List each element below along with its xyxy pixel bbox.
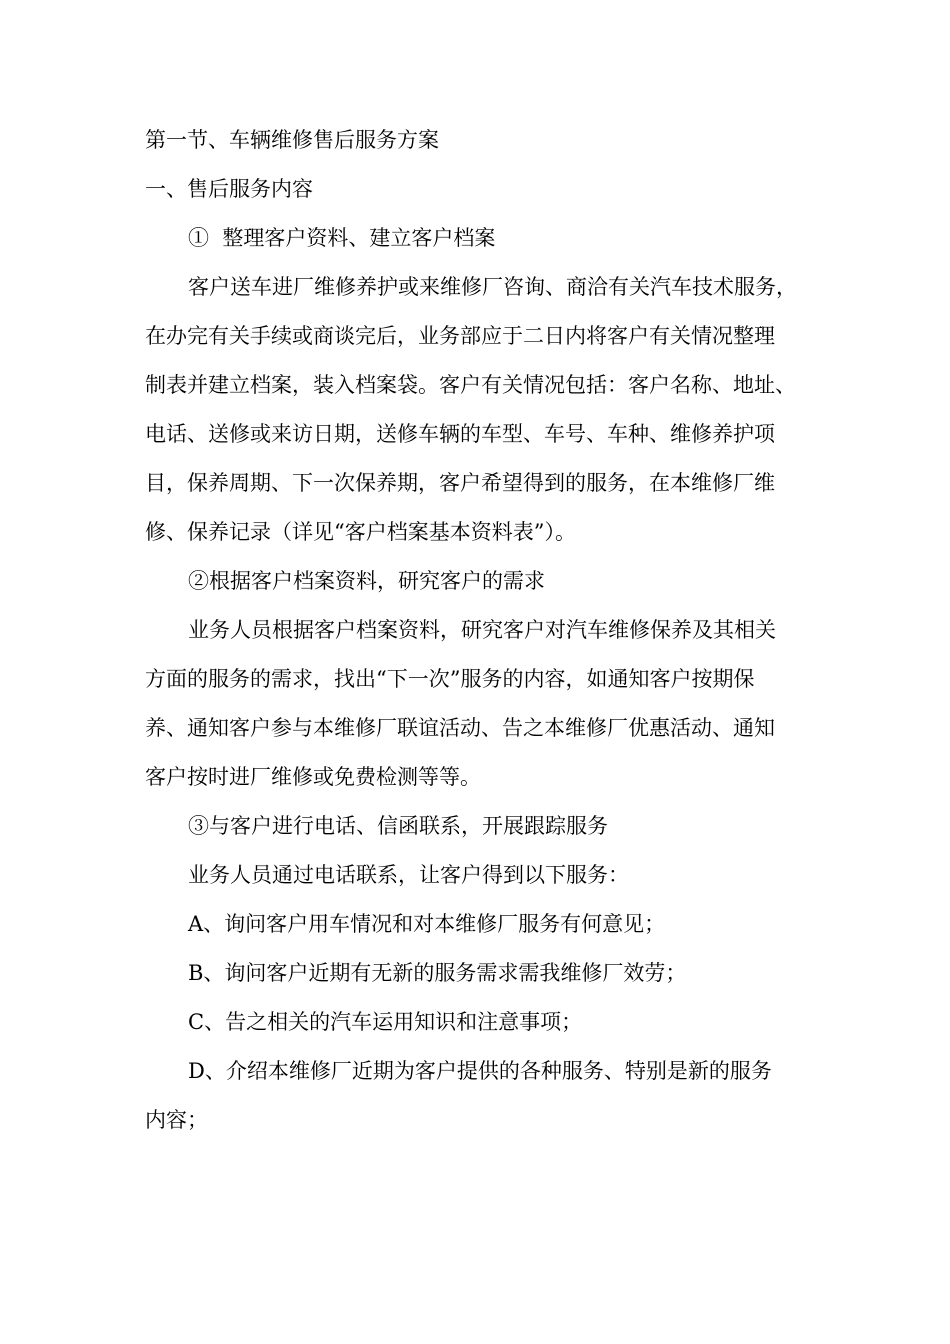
item-1-title: ① 整理客户资料、建立客户档案 [188, 226, 496, 250]
paragraph-line: 在办完有关手续或商谈完后，业务部应于二日内将客户有关情况整理 [145, 324, 775, 348]
list-item-c: C、告之相关的汽车运用知识和注意事项； [188, 1010, 583, 1034]
paragraph-line: 方面的服务的需求，找出“下一次”服务的内容，如通知客户按期保 [145, 667, 755, 691]
item-1-paragraph [145, 263, 815, 557]
paragraph-line: 养、通知客户参与本维修厂联谊活动、告之本维修厂优惠活动、通知 [145, 716, 775, 740]
list-item-b: B、询问客户近期有无新的服务需求需我维修厂效劳； [188, 961, 687, 985]
paragraph-line: 制表并建立档案，装入档案袋。客户有关情况包括：客户名称、地址、 [145, 373, 796, 397]
list-item-a: A、询问客户用车情况和对本维修厂服务有何意见； [188, 912, 666, 936]
heading-after-sales-content: 一、售后服务内容 [145, 177, 313, 201]
paragraph-line: 业务人员根据客户档案资料，研究客户对汽车维修保养及其相关 [188, 618, 776, 642]
item-3-intro: 业务人员通过电话联系，让客户得到以下服务： [188, 863, 629, 887]
list-item-d [145, 1047, 815, 1145]
paragraph-line: 目，保养周期、下一次保养期，客户希望得到的服务，在本维修厂维 [145, 471, 775, 495]
document-body [145, 116, 815, 1145]
paragraph-line: 客户按时进厂维修或免费检测等等。 [145, 765, 481, 789]
item-3-title: ③与客户进行电话、信函联系，开展跟踪服务 [188, 814, 608, 838]
section-title: 第一节、车辆维修售后服务方案 [145, 128, 439, 152]
paragraph-line: 电话、送修或来访日期，送修车辆的车型、车号、车种、维修养护项 [145, 422, 775, 446]
paragraph-line: 客户送车进厂维修养护或来维修厂咨询、商洽有关汽车技术服务， [188, 275, 797, 299]
paragraph-line: D、介绍本维修厂近期为客户提供的各种服务、特别是新的服务 [188, 1059, 772, 1083]
paragraph-line: 修、保养记录（详见“客户档案基本资料表”）。 [145, 520, 576, 544]
paragraph-line: 内容； [145, 1108, 208, 1132]
item-2-paragraph [145, 606, 815, 802]
item-2-title: ②根据客户档案资料，研究客户的需求 [188, 569, 545, 593]
